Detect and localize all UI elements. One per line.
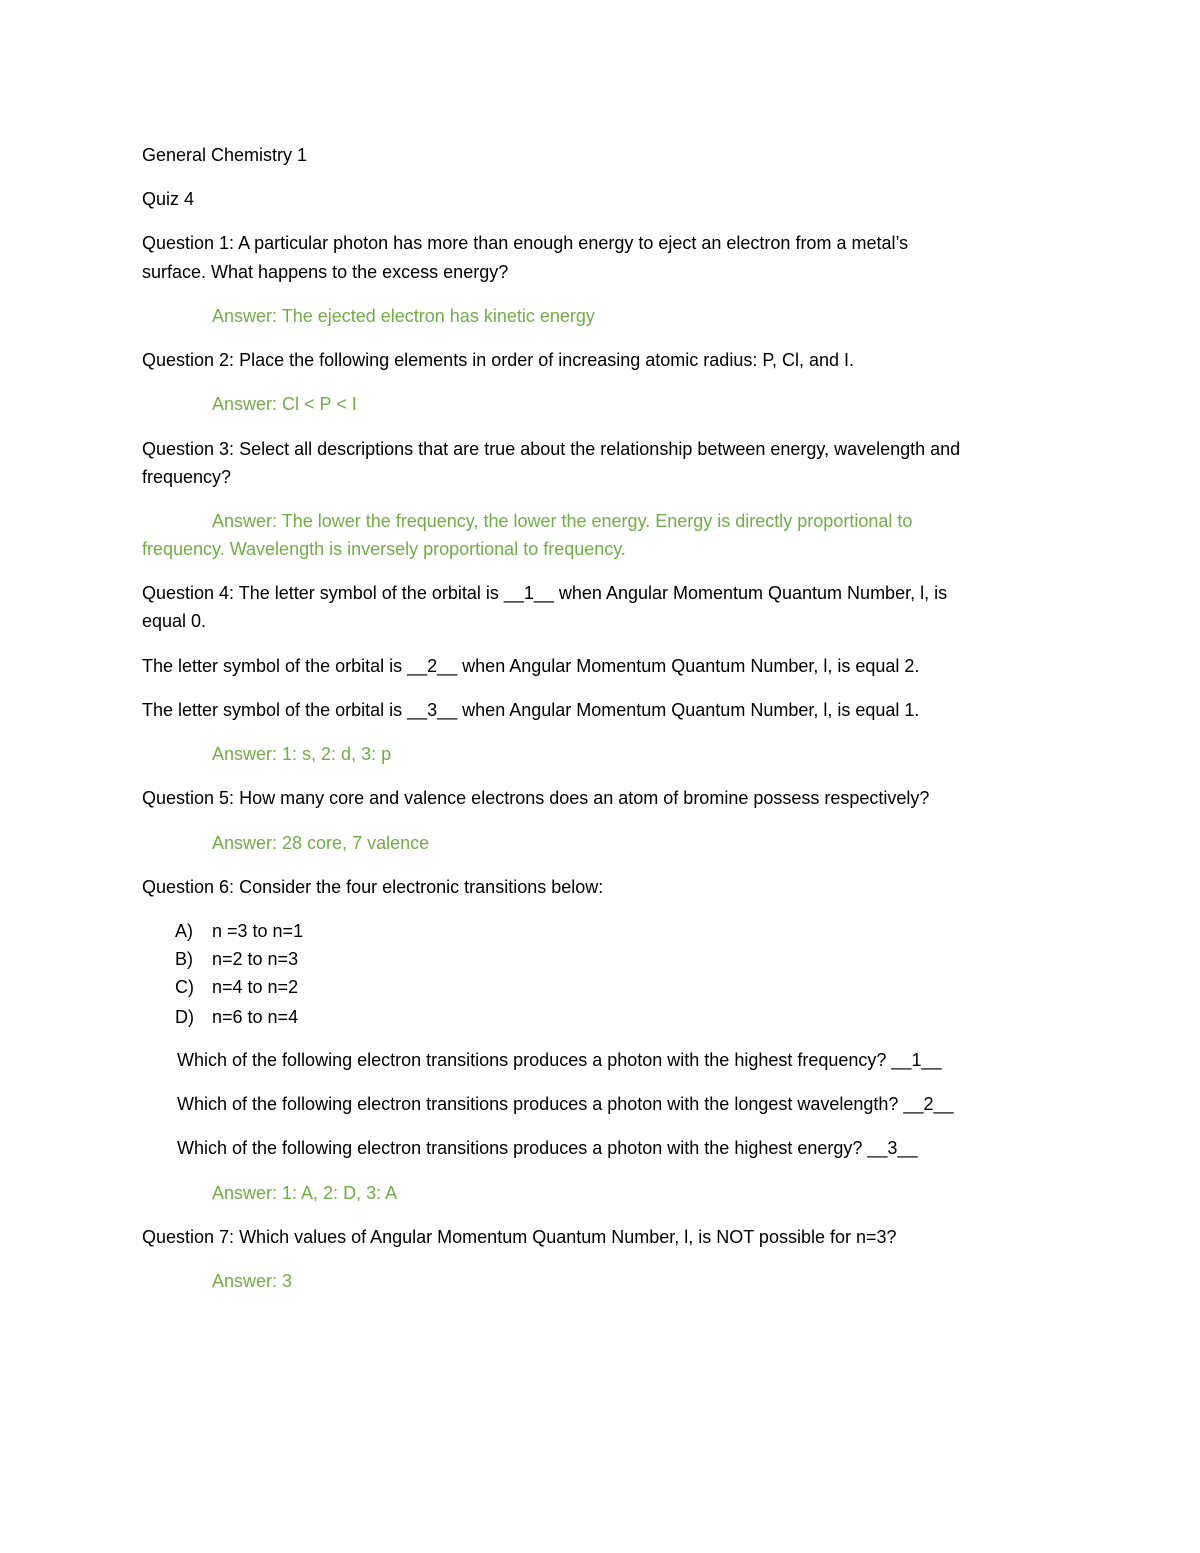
question-6 <box>142 873 603 901</box>
course-title: General Chemistry 1 <box>142 145 308 165</box>
question-6-sub-2: Which of the following electron transitions produces a photon with the longest wavelength? __2__ <box>177 1094 954 1114</box>
question-6-sub-1: Which of the following electron transitions produces a photon with the highest frequency? __1__ <box>177 1050 942 1070</box>
question-4 <box>142 579 947 607</box>
question-5-label: Question 5: <box>142 788 235 808</box>
question-2-label: Question 2: <box>142 350 235 370</box>
question-2 <box>142 346 854 374</box>
question-6-sub-3: Which of the following electron transitions produces a photon with the highest energy? __3__ <box>177 1138 918 1158</box>
answer-3: Answer: The lower the frequency, the lower the energy. Energy is directly proportional to <box>212 511 913 531</box>
question-6-text: Consider the four electronic transitions below: <box>234 877 604 897</box>
answer-1: Answer: The ejected electron has kinetic energy <box>212 306 595 326</box>
question-1-text: A particular photon has more than enough energy to eject an electron from a metal’s <box>234 233 909 253</box>
question-7-text: Which values of Angular Momentum Quantum Number, l, is NOT possible for n=3? <box>234 1227 897 1247</box>
answer-2: Answer: Cl < P < I <box>212 394 357 414</box>
list-item-text: n=6 to n=4 <box>212 1007 299 1027</box>
list-item <box>175 973 298 1001</box>
answer-6: Answer: 1: A, 2: D, 3: A <box>212 1183 398 1203</box>
question-4-line-2: The letter symbol of the orbital is __2__ when Angular Momentum Quantum Number, l, is equal 2. <box>142 656 920 676</box>
question-5-text: How many core and valence electrons does an atom of bromine possess respectively? <box>234 788 930 808</box>
question-1-text-cont: surface. What happens to the excess energy? <box>142 262 509 282</box>
question-4-label: Question 4: <box>142 583 235 603</box>
question-1 <box>142 229 908 257</box>
answer-3-cont: frequency. Wavelength is inversely proportional to frequency. <box>142 539 626 559</box>
list-item <box>175 1003 298 1031</box>
question-1-label: Question 1: <box>142 233 235 253</box>
question-5 <box>142 784 929 812</box>
answer-5: Answer: 28 core, 7 valence <box>212 833 430 853</box>
question-4-line-3: The letter symbol of the orbital is __3__ when Angular Momentum Quantum Number, l, is equal 1. <box>142 700 920 720</box>
list-item-text: n=2 to n=3 <box>212 949 299 969</box>
question-7-label: Question 7: <box>142 1227 235 1247</box>
list-marker: B) <box>175 949 193 969</box>
question-7 <box>142 1223 897 1251</box>
list-item <box>175 917 303 945</box>
question-3-text: Select all descriptions that are true about the relationship between energy, wavelength and <box>234 439 961 459</box>
list-item-text: n =3 to n=1 <box>212 921 304 941</box>
question-3-label: Question 3: <box>142 439 235 459</box>
question-3-text-cont: frequency? <box>142 467 232 487</box>
list-marker: C) <box>175 977 194 997</box>
list-item <box>175 945 298 973</box>
list-marker: A) <box>175 921 193 941</box>
question-6-label: Question 6: <box>142 877 235 897</box>
list-marker: D) <box>175 1007 194 1027</box>
question-2-text: Place the following elements in order of increasing atomic radius: P, Cl, and I. <box>234 350 855 370</box>
quiz-title: Quiz 4 <box>142 189 195 209</box>
question-4-text-cont: equal 0. <box>142 611 207 631</box>
list-item-text: n=4 to n=2 <box>212 977 299 997</box>
answer-7: Answer: 3 <box>212 1271 293 1291</box>
answer-4: Answer: 1: s, 2: d, 3: p <box>212 744 392 764</box>
question-4-text: The letter symbol of the orbital is __1__ when Angular Momentum Quantum Number, l, is <box>234 583 948 603</box>
question-3 <box>142 435 960 463</box>
